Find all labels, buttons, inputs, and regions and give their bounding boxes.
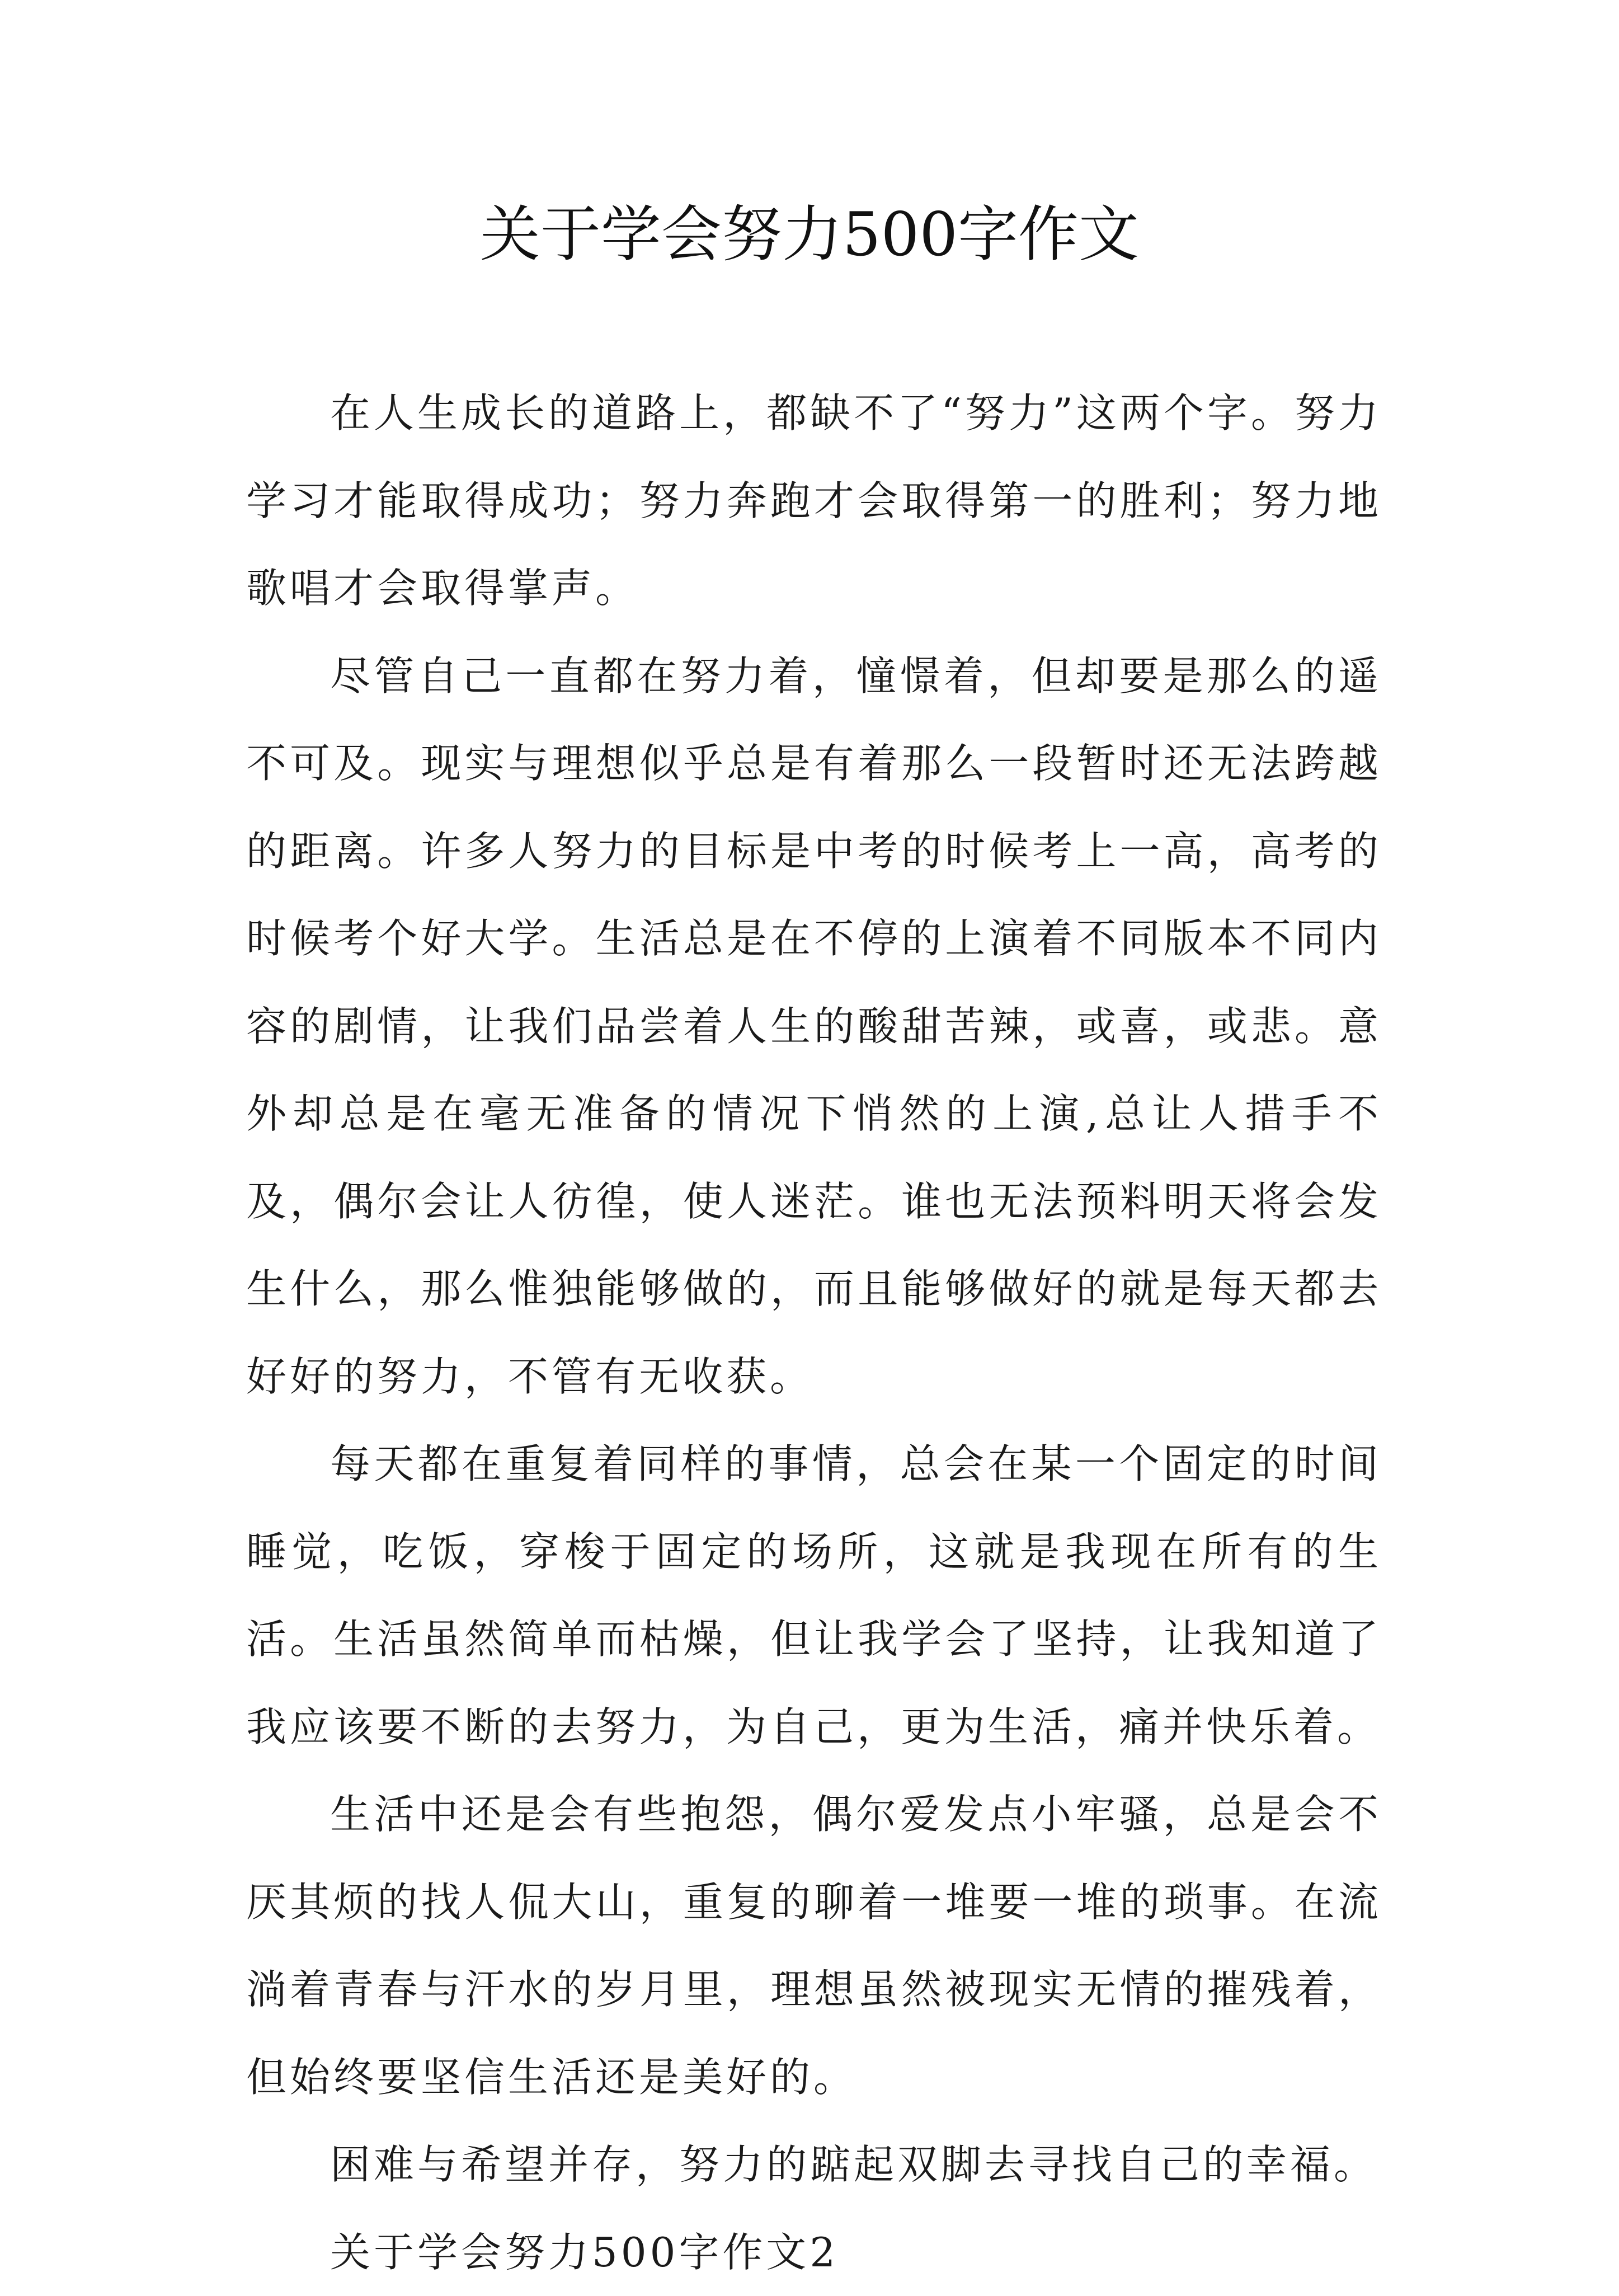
document-title: 关于学会努力500字作文 [0,193,1619,277]
paragraph-4: 生活中还是会有些抱怨，偶尔爱发点小牢骚，总是会不厌其烦的找人侃大山，重复的聊着一堆要一堆的琐事。在流淌着青春与汗水的岁月里，理想虽然被现实无情的摧残着，但始终要坚信生活还是美好的。 [246,1771,1382,2121]
paragraph-2: 尽管自己一直都在努力着，憧憬着，但却要是那么的遥不可及。现实与理想似乎总是有着那么一段暂时还无法跨越的距离。许多人努力的目标是中考的时候考上一高，高考的时候考个好大学。生活总是在不停的上演着不同版本不同内容的剧情，让我们品尝着人生的酸甜苦辣，或喜，或悲。意外却总是在毫无准备的情况下悄然的上演,总让人措手不及，偶尔会让人彷徨，使人迷茫。谁也无法预料明天将会发生什么，那么惟独能够做的，而且能够做好的就是每天都去好好的努力，不管有无收获。 [246,632,1382,1421]
document-body [246,369,1382,2296]
paragraph-3: 每天都在重复着同样的事情，总会在某一个固定的时间睡觉，吃饭，穿梭于固定的场所，这就是我现在所有的生活。生活虽然简单而枯燥，但让我学会了坚持，让我知道了我应该要不断的去努力，为自己，更为生活，痛并快乐着。 [246,1420,1382,1771]
paragraph-6-subtitle: 关于学会努力500字作文2 [246,2209,1382,2296]
paragraph-1: 在人生成长的道路上，都缺不了“努力”这两个字。努力学习才能取得成功；努力奔跑才会取得第一的胜利；努力地歌唱才会取得掌声。 [246,369,1382,632]
paragraph-5: 困难与希望并存，努力的踮起双脚去寻找自己的幸福。 [246,2121,1382,2209]
